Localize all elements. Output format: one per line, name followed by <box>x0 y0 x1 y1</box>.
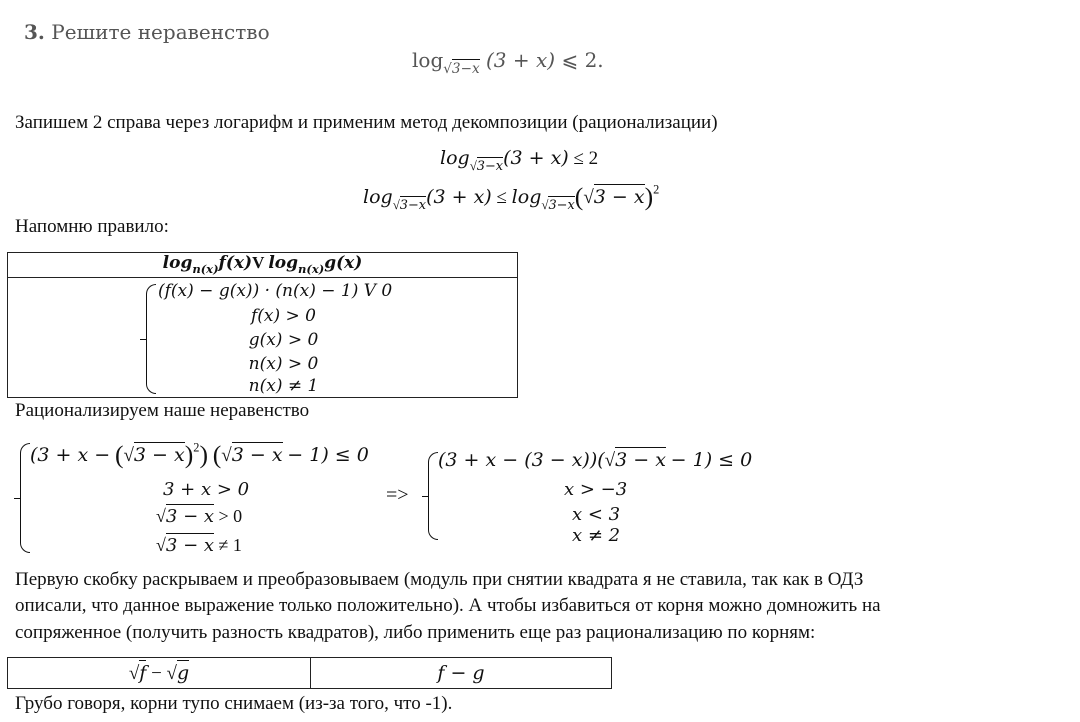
roots-table-right: f − g <box>311 658 612 689</box>
rule-row: g(x) > 0 <box>248 330 319 350</box>
paragraph-line: сопряженное (получить разность квадратов), либо применить еще раз рационализацию по корням: <box>15 622 816 643</box>
left-system-row-2: 3 + x > 0 <box>163 479 250 500</box>
problem-heading <box>24 20 270 44</box>
right-system-row-1: (3 + x − (3 − x))(√3 − x − 1) ≤ 0 <box>438 449 753 471</box>
final-note: Грубо говоря, корни тупо снимаем (из-за того, что -1). <box>15 693 453 714</box>
right-system-brace <box>428 452 438 540</box>
rule-row: (f(x) − g(x)) · (n(x) − 1) V 0 <box>158 281 393 301</box>
problem-title: Решите неравенство <box>51 20 270 44</box>
left-system-brace <box>20 443 30 553</box>
roots-table <box>7 657 612 689</box>
implies-arrow: => <box>386 484 409 506</box>
right-system-row-2: x > −3 <box>564 479 628 500</box>
rule-row: n(x) > 0 <box>248 354 319 374</box>
rule-table-body <box>8 278 518 398</box>
right-system-row-4: x ≠ 2 <box>572 525 621 546</box>
rule-row: f(x) > 0 <box>250 306 316 326</box>
rationalize-label: Рационализируем наше неравенство <box>15 400 310 421</box>
roots-table-left: √f − √g <box>8 658 311 689</box>
left-system-row-1: $(3 + x - (√3 - x)^2)$ (√3 − x − 1) ≤ 0 <box>30 440 369 469</box>
rule-label: Напомню правило: <box>15 216 169 237</box>
left-system-row-3: √3 − x > 0 <box>156 506 243 527</box>
problem-number: 3. <box>24 20 45 44</box>
paragraph-line: Первую скобку раскрываем и преобразовываем (модуль при снятии квадрата я не ставила, так как в ОДЗ <box>15 569 864 590</box>
equation-1: $\log_{√3-x}(3 + x) \le 2$ <box>440 147 599 174</box>
paragraph-line: описали, что данное выражение только положительно). А чтобы избавиться от корня можно домножить на <box>15 595 881 616</box>
rule-row: n(x) ≠ 1 <box>248 376 319 396</box>
equation-2: $\log_{√3-x}(3 + x) \le \log_{√3-x}(√3 - x)^2$ <box>363 182 660 213</box>
rule-table <box>7 252 518 398</box>
rule-table-header: $\log_{n(x)}f(x)V$ $\log_{n(x)}g(x)$ <box>8 253 518 278</box>
problem-expression: $\log_{√3-x} (3 + x)$ ⩽ 2. <box>412 48 604 78</box>
left-system-row-4: √3 − x ≠ 1 <box>156 535 242 556</box>
right-system-row-3: x < 3 <box>572 504 621 525</box>
intro-text: Запишем 2 справа через логарифм и применим метод декомпозиции (рационализации) <box>15 112 718 133</box>
